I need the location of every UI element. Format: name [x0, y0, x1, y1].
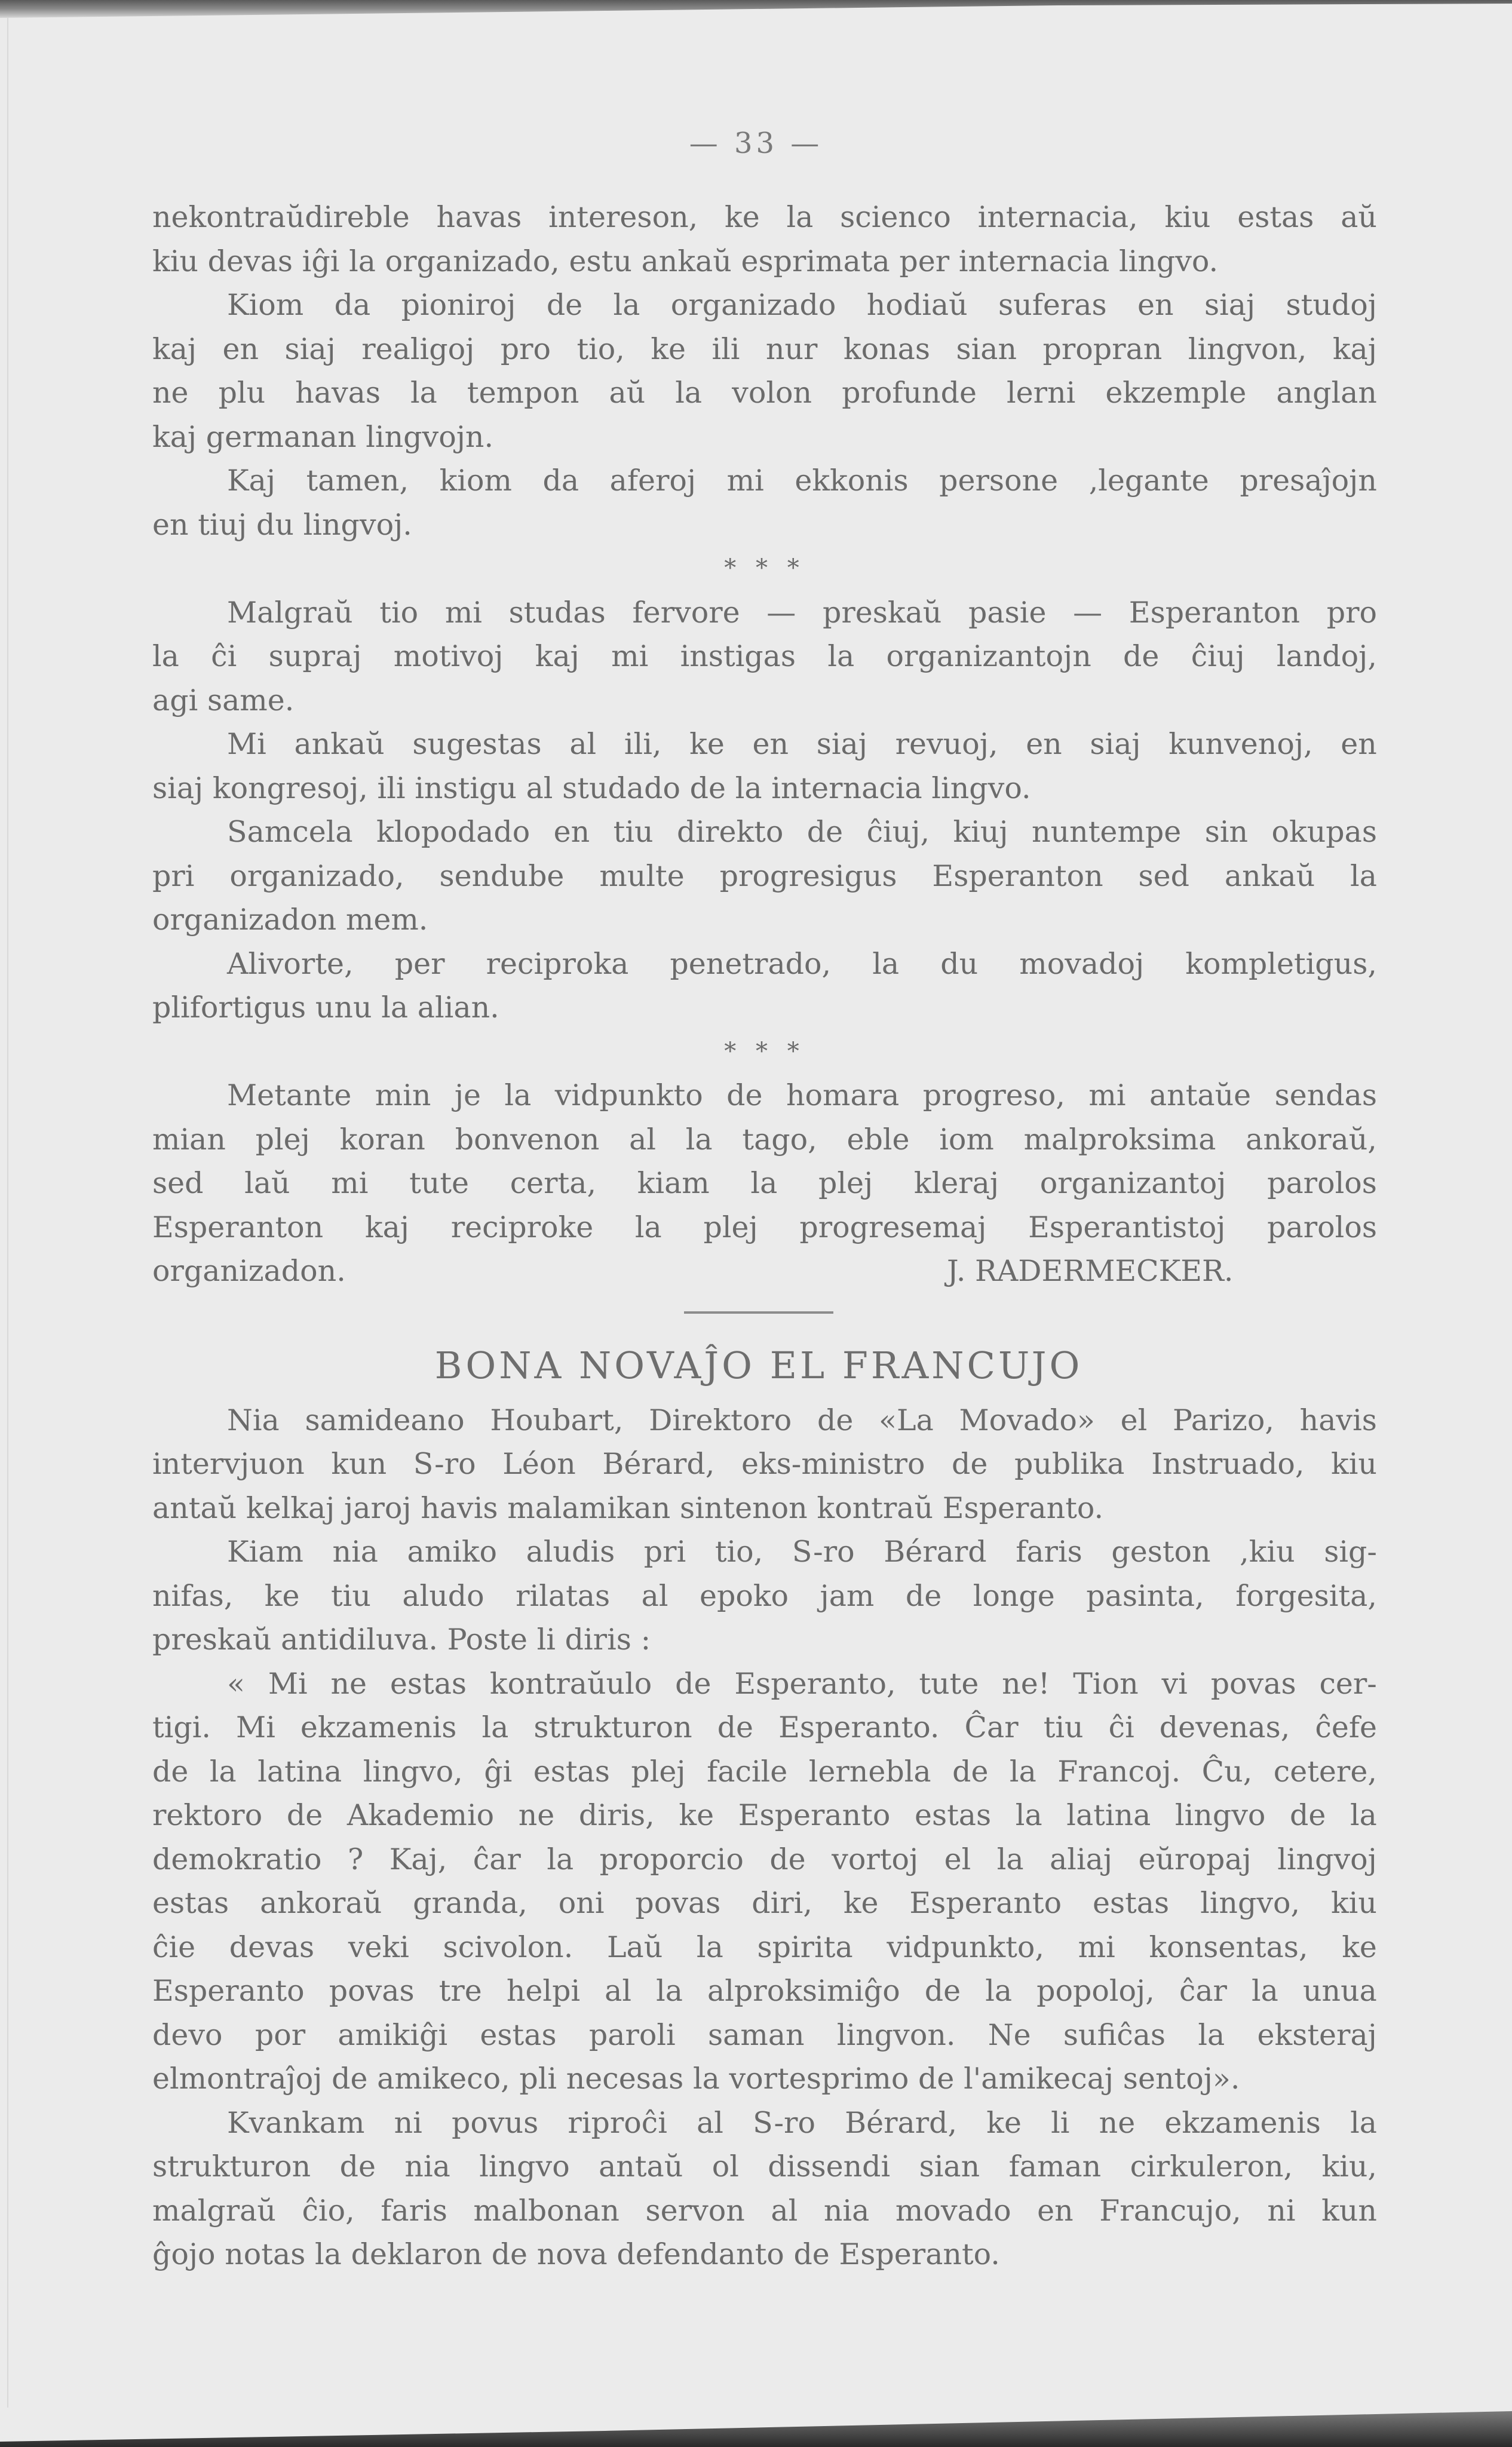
scan-edge-bottom [0, 2411, 1512, 2447]
page-number: — 33 — [689, 127, 823, 160]
text-line: Mi ankaŭ sugestas al ili, ke en siaj revuoj, en siaj kunvenoj, en [227, 727, 1377, 761]
text-line: en tiuj du lingvoj. [152, 507, 412, 542]
text-line: malgraŭ ĉio, faris malbonan servon al nia movado en Francujo, ni kun [152, 2193, 1377, 2228]
article-title: BONA NOVAĴO EL FRANCUJO [434, 1343, 1083, 1387]
author-signature: J. RADERMECKER. [947, 1254, 1234, 1288]
text-line: Nia samideano Houbart, Direktoro de «La Movado» el Parizo, havis [227, 1403, 1377, 1437]
text-line: preskaŭ antidiluva. Poste li diris : [152, 1623, 651, 1657]
page-edge [7, 18, 8, 2408]
paragraph-list [152, 195, 1377, 547]
section-separator: * * * [724, 554, 805, 582]
text-line: strukturon de nia lingvo antaŭ ol dissendi sian faman cirkuleron, kiu, [152, 2149, 1377, 2184]
paragraph [152, 2101, 1377, 2277]
text-line: tigi. Mi ekzamenis la strukturon de Esperanto. Ĉar tiu ĉi devenas, ĉefe [152, 1710, 1377, 1744]
closing-last-line: organizadon. [152, 1254, 346, 1288]
scan-edge-top [0, 0, 1512, 18]
text-line: Malgraŭ tio mi studas fervore — preskaŭ pasie — Esperanton pro [227, 595, 1377, 630]
paragraph [152, 459, 1377, 547]
text-line: nifas, ke tiu aludo rilatas al epoko jam de longe pasinta, forgesita, [152, 1578, 1377, 1613]
text-line: kaj en siaj realigoj pro tio, ke ili nur konas sian propran lingvon, kaj [152, 332, 1377, 366]
text-line: sed laŭ mi tute certa, kiam la plej kleraj organizantoj parolos [152, 1166, 1377, 1200]
article-divider [684, 1311, 833, 1314]
text-line: « Mi ne estas kontraŭulo de Esperanto, tute ne! Tion vi povas cer- [227, 1666, 1377, 1701]
text-line: antaŭ kelkaj jaroj havis malamikan sintenon kontraŭ Esperanto. [152, 1491, 1104, 1525]
text-line: de la latina lingvo, ĝi estas plej facile lernebla de la Francoj. Ĉu, cetere, [152, 1754, 1377, 1789]
text-line: Kiom da pioniroj de la organizado hodiaŭ suferas en siaj studoj [227, 288, 1377, 322]
text-line: rektoro de Akademio ne diris, ke Esperanto estas la latina lingvo de la [152, 1798, 1377, 1832]
text-line: la ĉi supraj motivoj kaj mi instigas la organizantojn de ĉiuj landoj, [152, 639, 1377, 673]
paragraph [152, 591, 1377, 723]
paragraph [152, 1662, 1377, 2101]
text-line: ĝojo notas la deklaron de nova defendanto de Esperanto. [152, 2237, 1000, 2271]
text-line: kaj germanan lingvojn. [152, 419, 494, 454]
text-line: Metante min je la vidpunkto de homara progreso, mi antaŭe sendas [227, 1078, 1377, 1112]
closing-paragraph [152, 1074, 1377, 1249]
paragraph [152, 1530, 1377, 1662]
text-line: ne plu havas la tempon aŭ la volon profunde lerni ekzemple anglan [152, 376, 1377, 410]
text-line: pri organizado, sendube multe progresigus Esperanton sed ankaŭ la [152, 858, 1377, 893]
text-line: agi same. [152, 683, 295, 717]
article-radermecker [152, 195, 1377, 2277]
text-line: intervjuon kun S-ro Léon Bérard, eks-ministro de publika Instruado, kiu [152, 1447, 1377, 1481]
text-line: elmontraĵoj de amikeco, pli necesas la vortesprimo de l'amikecaj sentoj». [152, 2062, 1240, 2096]
text-line: Samcela klopodado en tiu direkto de ĉiuj, kiuj nuntempe sin okupas [227, 815, 1377, 849]
text-line: Kvankam ni povus riproĉi al S-ro Bérard, ke li ne ekzamenis la [227, 2105, 1377, 2140]
paragraph [152, 722, 1377, 810]
text-line: Alivorte, per reciproka penetrado, la du movadoj kompletigus, [227, 946, 1377, 981]
text-line: Esperanto povas tre helpi al la alproksimiĝo de la popoloj, ĉar la unua [152, 1974, 1377, 2008]
paragraph [152, 283, 1377, 459]
text-line: mian plej koran bonvenon al la tago, eble iom malproksima ankoraŭ, [152, 1122, 1377, 1157]
text-line: ĉie devas veki scivolon. Laŭ la spirita vidpunkto, mi konsentas, ke [152, 1930, 1377, 1964]
text-line: Kaj tamen, kiom da aferoj mi ekkonis persone ,legante presaĵojn [227, 464, 1377, 498]
paragraph [152, 195, 1377, 283]
text-line: plifortigus unu la alian. [152, 991, 499, 1025]
text-line: siaj kongresoj, ili instigu al studado de la internacia lingvo. [152, 771, 1031, 805]
section-separator: * * * [724, 1037, 805, 1065]
text-line: nekontraŭdireble havas intereson, ke la scienco internacia, kiu estas aŭ [152, 200, 1377, 234]
signature-line [152, 1249, 1377, 1293]
paragraph [152, 810, 1377, 942]
paragraph-list [152, 591, 1377, 1030]
paragraph [152, 942, 1377, 1030]
text-line: kiu devas iĝi la organizado, estu ankaŭ esprimata per internacia lingvo. [152, 244, 1219, 278]
text-line: Kiam nia amiko aludis pri tio, S-ro Bérard faris geston ,kiu sig- [227, 1535, 1377, 1569]
text-line: estas ankoraŭ granda, oni povas diri, ke Esperanto estas lingvo, kiu [152, 1886, 1377, 1920]
article-bona-novajo [152, 1399, 1377, 2277]
text-line: organizadon mem. [152, 903, 428, 937]
text-line: devo por amikiĝi estas paroli saman lingvon. Ne sufiĉas la eksteraj [152, 2017, 1377, 2052]
paragraph [152, 1399, 1377, 1531]
text-line: Esperanton kaj reciproke la plej progresemaj Esperantistoj parolos [152, 1210, 1377, 1244]
text-line: demokratio ? Kaj, ĉar la proporcio de vortoj el la aliaj eŭropaj lingvoj [152, 1842, 1377, 1876]
